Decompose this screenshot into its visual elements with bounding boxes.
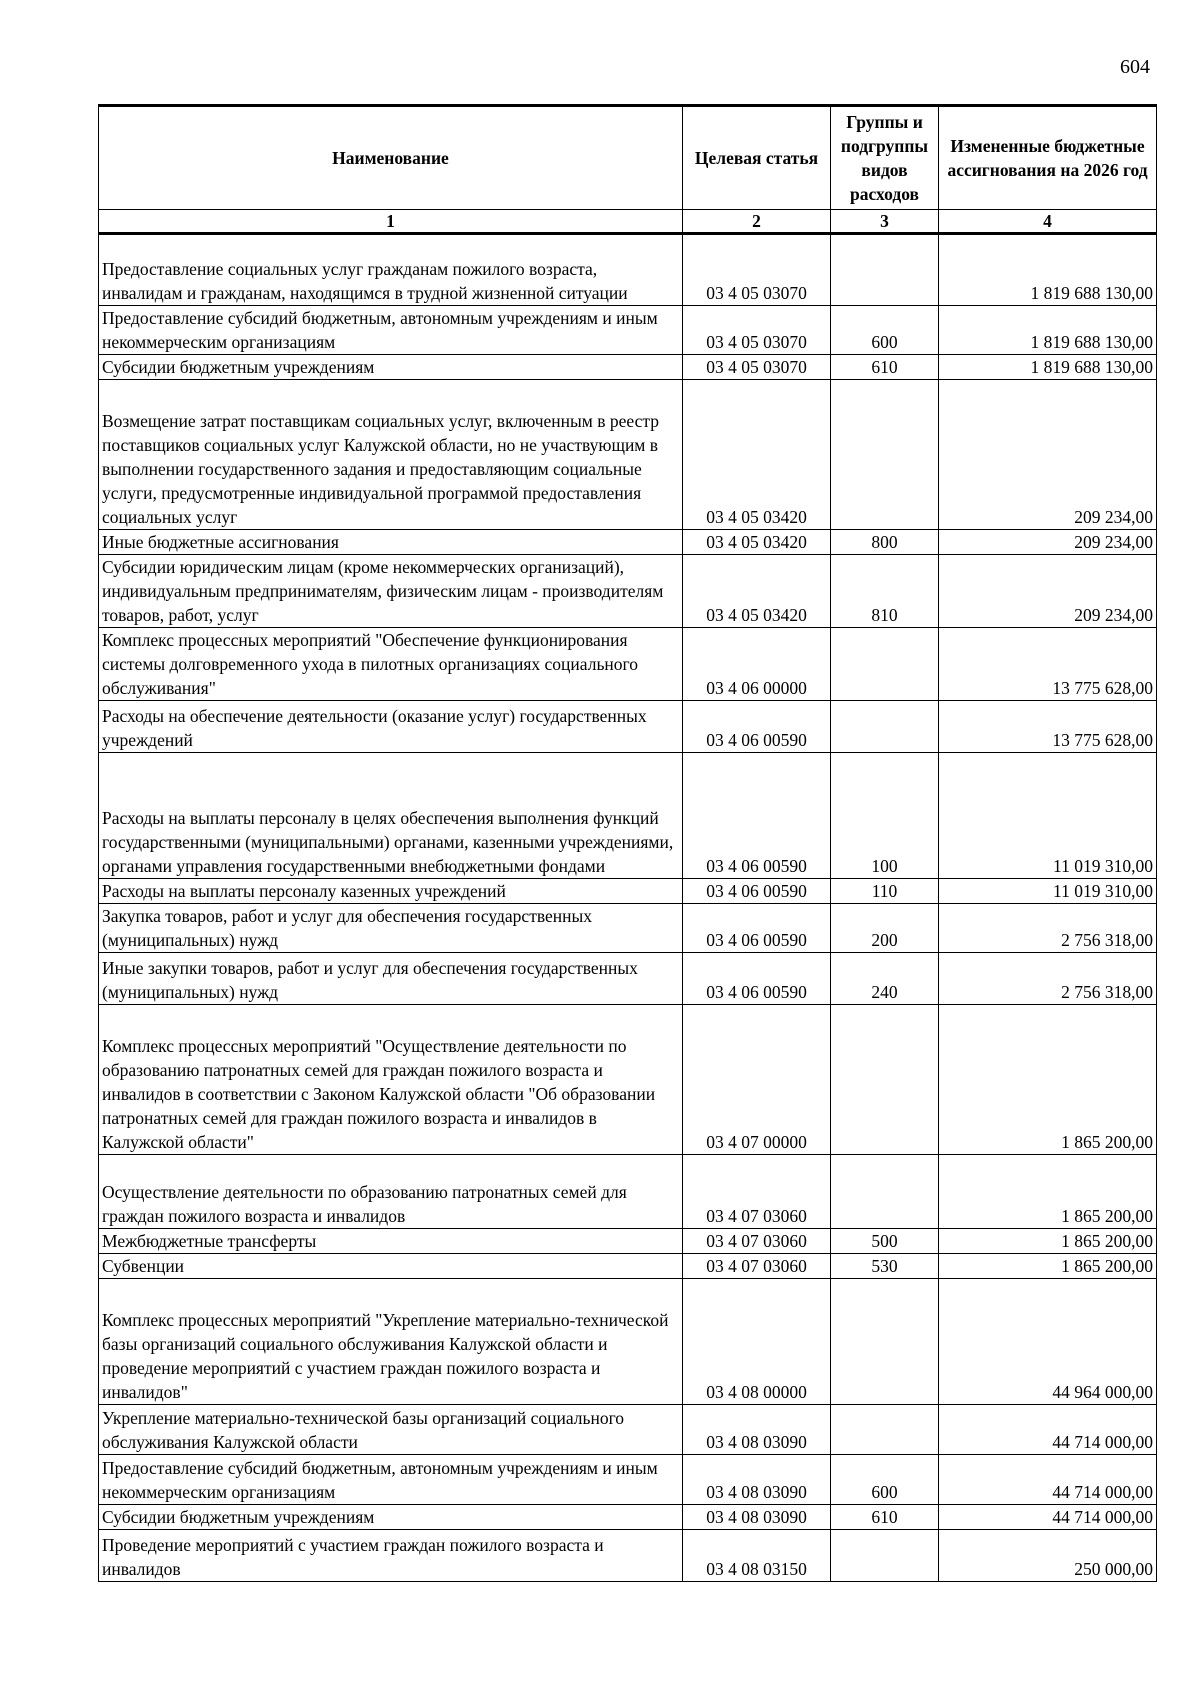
row-amount: 44 714 000,00 — [939, 1455, 1157, 1505]
row-target-article: 03 4 05 03420 — [683, 530, 831, 555]
row-expense-group: 610 — [831, 1505, 939, 1530]
row-name: Комплекс процессных мероприятий "Осуществление деятельности по образованию патронатных семей для граждан пожилого возраста и инвалидов в соответствии с Законом Калужской области "Об образовании патронатных семей для граждан пожилого возраста и инвалидов в Калужской области" — [99, 1005, 683, 1155]
table-row — [99, 1254, 1157, 1279]
row-expense-group — [831, 1279, 939, 1405]
header-allocations-2026: Измененные бюджетные ассигнования на 2026 год — [939, 106, 1157, 210]
table-row — [99, 953, 1157, 1005]
column-number: 2 — [683, 210, 831, 234]
row-target-article: 03 4 05 03420 — [683, 380, 831, 530]
row-amount: 1 865 200,00 — [939, 1005, 1157, 1155]
row-amount: 44 714 000,00 — [939, 1405, 1157, 1455]
table-row — [99, 628, 1157, 701]
row-name: Комплекс процессных мероприятий "Обеспечение функционирования системы долговременного ухода в пилотных организациях социального обслуживания" — [99, 628, 683, 701]
table-row — [99, 904, 1157, 953]
table-row — [99, 1455, 1157, 1505]
row-target-article: 03 4 05 03070 — [683, 355, 831, 380]
table-row — [99, 1155, 1157, 1229]
table-row — [99, 1405, 1157, 1455]
row-expense-group — [831, 1155, 939, 1229]
row-target-article: 03 4 06 00590 — [683, 904, 831, 953]
row-target-article: 03 4 07 00000 — [683, 1005, 831, 1155]
row-amount: 1 819 688 130,00 — [939, 306, 1157, 355]
header-target-article: Целевая статья — [683, 106, 831, 210]
row-amount: 11 019 310,00 — [939, 753, 1157, 879]
row-expense-group: 610 — [831, 355, 939, 380]
column-number-row — [99, 210, 1157, 234]
table-row — [99, 1005, 1157, 1155]
header-expense-groups: Группы и подгруппы видов расходов — [831, 106, 939, 210]
row-expense-group — [831, 380, 939, 530]
row-name: Межбюджетные трансферты — [99, 1229, 683, 1254]
row-target-article: 03 4 08 03150 — [683, 1530, 831, 1582]
row-amount: 209 234,00 — [939, 380, 1157, 530]
row-target-article: 03 4 06 00590 — [683, 879, 831, 904]
page-number: 604 — [1120, 56, 1150, 78]
row-expense-group — [831, 1530, 939, 1582]
row-expense-group: 800 — [831, 530, 939, 555]
row-amount: 209 234,00 — [939, 555, 1157, 628]
row-amount: 44 964 000,00 — [939, 1279, 1157, 1405]
row-expense-group: 200 — [831, 904, 939, 953]
table-row — [99, 701, 1157, 753]
table-row — [99, 879, 1157, 904]
row-target-article: 03 4 05 03070 — [683, 306, 831, 355]
row-expense-group: 100 — [831, 753, 939, 879]
row-target-article: 03 4 05 03420 — [683, 555, 831, 628]
table-row — [99, 555, 1157, 628]
row-target-article: 03 4 06 00590 — [683, 701, 831, 753]
row-amount: 1 865 200,00 — [939, 1254, 1157, 1279]
row-name: Укрепление материально-технической базы организаций социального обслуживания Калужской области — [99, 1405, 683, 1455]
table-body — [99, 234, 1157, 1582]
table-row — [99, 1530, 1157, 1582]
header-name: Наименование — [99, 106, 683, 210]
row-target-article: 03 4 07 03060 — [683, 1155, 831, 1229]
row-expense-group — [831, 701, 939, 753]
row-amount: 1 865 200,00 — [939, 1229, 1157, 1254]
column-number: 1 — [99, 210, 683, 234]
row-name: Субсидии бюджетным учреждениям — [99, 1505, 683, 1530]
row-expense-group: 810 — [831, 555, 939, 628]
row-target-article: 03 4 08 03090 — [683, 1405, 831, 1455]
row-amount: 2 756 318,00 — [939, 953, 1157, 1005]
row-expense-group: 600 — [831, 306, 939, 355]
row-name: Предоставление субсидий бюджетным, автономным учреждениям и иным некоммерческим организациям — [99, 306, 683, 355]
table-row — [99, 380, 1157, 530]
row-name: Субсидии юридическим лицам (кроме некоммерческих организаций), индивидуальным предпринимателям, физическим лицам - производителям товаров, работ, услуг — [99, 555, 683, 628]
row-expense-group — [831, 1405, 939, 1455]
row-name: Расходы на выплаты персоналу казенных учреждений — [99, 879, 683, 904]
row-name: Возмещение затрат поставщикам социальных услуг, включенным в реестр поставщиков социальных услуг Калужской области, но не участвующим в выполнении государственного задания и предоставляющим социальные услуги, предусмотренные индивидуальной программой предоставления социальных услуг — [99, 380, 683, 530]
row-name: Субсидии бюджетным учреждениям — [99, 355, 683, 380]
row-name: Осуществление деятельности по образованию патронатных семей для граждан пожилого возраста и инвалидов — [99, 1155, 683, 1229]
row-amount: 13 775 628,00 — [939, 628, 1157, 701]
row-expense-group: 500 — [831, 1229, 939, 1254]
row-target-article: 03 4 08 03090 — [683, 1455, 831, 1505]
row-amount: 209 234,00 — [939, 530, 1157, 555]
row-name: Иные закупки товаров, работ и услуг для обеспечения государственных (муниципальных) нужд — [99, 953, 683, 1005]
row-target-article: 03 4 06 00590 — [683, 953, 831, 1005]
row-amount: 1 819 688 130,00 — [939, 234, 1157, 306]
row-name: Комплекс процессных мероприятий "Укрепление материально-технической базы организаций социального обслуживания Калужской области и проведение мероприятий с участием граждан пожилого возраста и инвалидов" — [99, 1279, 683, 1405]
table-row — [99, 1279, 1157, 1405]
table-header-row — [99, 106, 1157, 210]
table-row — [99, 306, 1157, 355]
row-name: Закупка товаров, работ и услуг для обеспечения государственных (муниципальных) нужд — [99, 904, 683, 953]
column-number: 4 — [939, 210, 1157, 234]
row-target-article: 03 4 08 03090 — [683, 1505, 831, 1530]
row-target-article: 03 4 06 00000 — [683, 628, 831, 701]
row-expense-group — [831, 234, 939, 306]
row-expense-group — [831, 628, 939, 701]
row-name: Предоставление субсидий бюджетным, автономным учреждениям и иным некоммерческим организациям — [99, 1455, 683, 1505]
row-name: Иные бюджетные ассигнования — [99, 530, 683, 555]
row-name: Расходы на выплаты персоналу в целях обеспечения выполнения функций государственными (муниципальными) органами, казенными учреждениями, органами управления государственными внебюджетными фондами — [99, 753, 683, 879]
row-amount: 2 756 318,00 — [939, 904, 1157, 953]
table-row — [99, 530, 1157, 555]
row-name: Проведение мероприятий с участием граждан пожилого возраста и инвалидов — [99, 1530, 683, 1582]
row-target-article: 03 4 08 00000 — [683, 1279, 831, 1405]
table-row — [99, 234, 1157, 306]
row-name: Субвенции — [99, 1254, 683, 1279]
row-amount: 250 000,00 — [939, 1530, 1157, 1582]
row-target-article: 03 4 07 03060 — [683, 1229, 831, 1254]
row-expense-group: 240 — [831, 953, 939, 1005]
column-number: 3 — [831, 210, 939, 234]
row-amount: 11 019 310,00 — [939, 879, 1157, 904]
table-row — [99, 1229, 1157, 1254]
table-row — [99, 355, 1157, 380]
row-target-article: 03 4 05 03070 — [683, 234, 831, 306]
row-amount: 1 819 688 130,00 — [939, 355, 1157, 380]
row-target-article: 03 4 06 00590 — [683, 753, 831, 879]
row-amount: 1 865 200,00 — [939, 1155, 1157, 1229]
row-target-article: 03 4 07 03060 — [683, 1254, 831, 1279]
row-amount: 44 714 000,00 — [939, 1505, 1157, 1530]
table-row — [99, 1505, 1157, 1530]
row-amount: 13 775 628,00 — [939, 701, 1157, 753]
row-expense-group — [831, 1005, 939, 1155]
budget-table — [98, 104, 1157, 1582]
row-expense-group: 600 — [831, 1455, 939, 1505]
row-expense-group: 110 — [831, 879, 939, 904]
row-name: Расходы на обеспечение деятельности (оказание услуг) государственных учреждений — [99, 701, 683, 753]
row-expense-group: 530 — [831, 1254, 939, 1279]
table-row — [99, 753, 1157, 879]
row-name: Предоставление социальных услуг гражданам пожилого возраста, инвалидам и гражданам, находящимся в трудной жизненной ситуации — [99, 234, 683, 306]
